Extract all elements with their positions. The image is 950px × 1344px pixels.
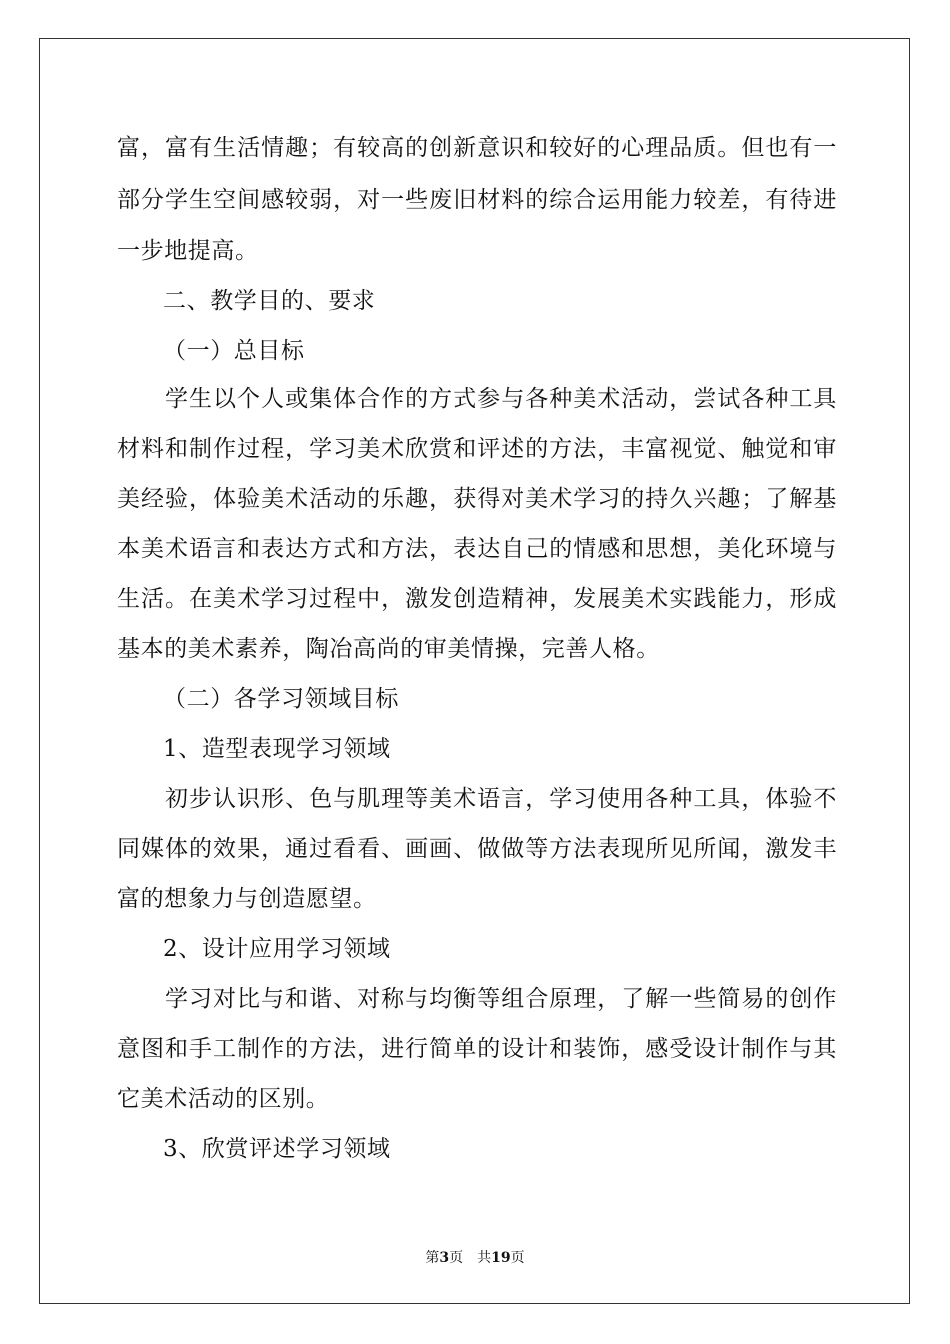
section-heading: 二、教学目的、要求 [163, 288, 376, 314]
total-prefix: 共 [477, 1250, 492, 1266]
paragraph-line: 本美术语言和表达方式和方法，表达自己的情感和思想，美化环境与 [117, 536, 837, 562]
paragraph-line: 部分学生空间感较弱，对一些废旧材料的综合运用能力较差，有待进 [117, 187, 837, 213]
paragraph-line: 材料和制作过程，学习美术欣赏和评述的方法，丰富视觉、触觉和审 [117, 436, 837, 462]
page-border [39, 38, 910, 1304]
paragraph-line: 初步认识形、色与肌理等美术语言，学习使用各种工具，体验不 [165, 786, 837, 812]
paragraph-line: 生活。在美术学习过程中，激发创造精神，发展美术实践能力，形成 [117, 586, 837, 612]
paragraph-line: 学生以个人或集体合作的方式参与各种美术活动，尝试各种工具 [165, 386, 837, 412]
paragraph-line: 同媒体的效果，通过看看、画画、做做等方法表现所见所闻，激发丰 [117, 836, 837, 862]
paragraph-line: 美经验，体验美术活动的乐趣，获得对美术学习的持久兴趣；了解基 [117, 486, 837, 512]
subsection-heading: （二）各学习领域目标 [163, 686, 399, 712]
subsection-heading: 2、设计应用学习领域 [163, 936, 391, 962]
page-prefix: 第 [425, 1250, 440, 1266]
subsection-heading: 1、造型表现学习领域 [163, 736, 391, 762]
page-number: 3 [439, 1250, 450, 1266]
page-footer [0, 1247, 950, 1267]
paragraph-line: 学习对比与和谐、对称与均衡等组合原理，了解一些简易的创作 [165, 986, 837, 1012]
subsection-heading: 3、欣赏评述学习领域 [163, 1136, 391, 1162]
paragraph-line: 意图和手工制作的方法，进行简单的设计和装饰，感受设计制作与其 [117, 1036, 837, 1062]
page-suffix: 页 [449, 1250, 464, 1266]
total-suffix: 页 [510, 1250, 525, 1266]
paragraph-line: 一步地提高。 [117, 238, 259, 264]
paragraph-line: 富，富有生活情趣；有较高的创新意识和较好的心理品质。但也有一 [117, 135, 837, 161]
paragraph-line: 基本的美术素养，陶冶高尚的审美情操，完善人格。 [117, 636, 660, 662]
paragraph-line: 富的想象力与创造愿望。 [117, 886, 377, 912]
paragraph-line: 它美术活动的区别。 [117, 1086, 330, 1112]
total-pages: 19 [491, 1250, 511, 1266]
subsection-heading: （一）总目标 [163, 338, 305, 364]
